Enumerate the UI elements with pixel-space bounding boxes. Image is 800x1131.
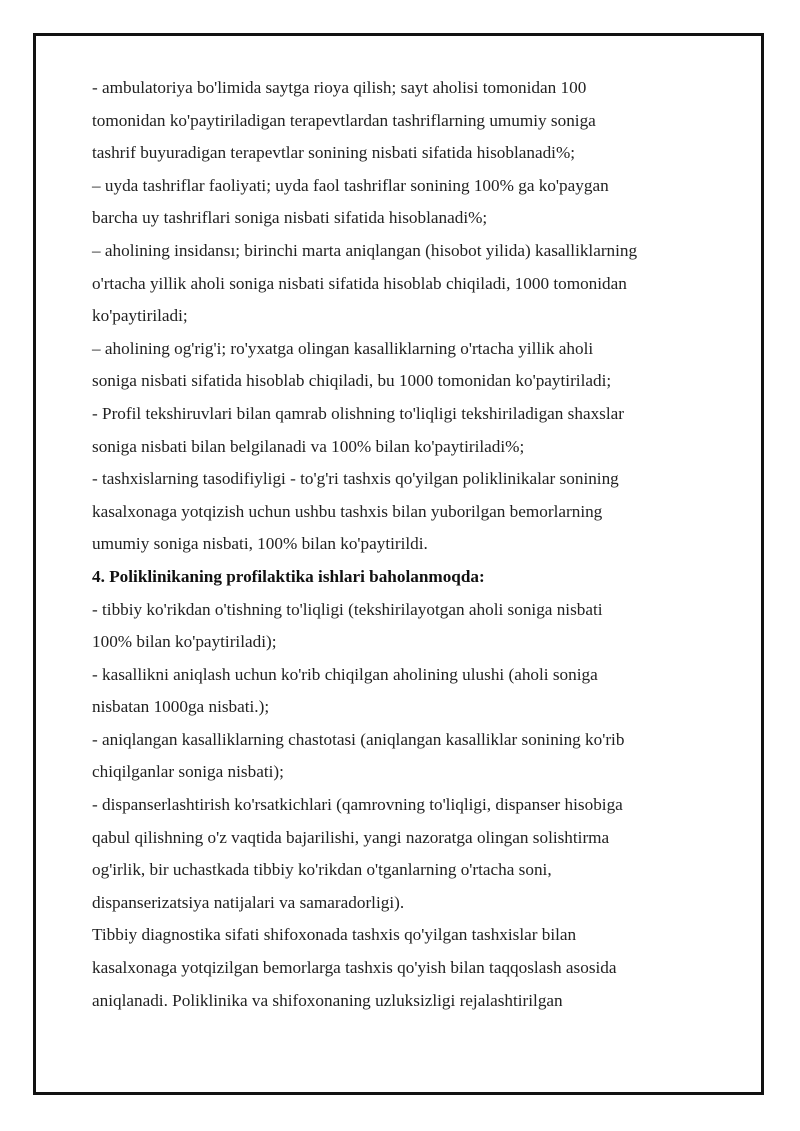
text-line: chiqilganlar soniga nisbati); bbox=[92, 762, 284, 782]
text-line: aniqlanadi. Poliklinika va shifoxonaning uzluksizligi rejalashtirilgan bbox=[92, 990, 563, 1010]
text-line: – uyda tashriflar faoliyati; uyda faol tashriflar sonining 100% ga ko'paygan bbox=[92, 175, 609, 195]
text-line: barcha uy tashriflari soniga nisbati sifatida hisoblanadi%; bbox=[92, 208, 488, 228]
text-line: - tibbiy ko'rikdan o'tishning to'liqligi (tekshirilayotgan aholi soniga nisbati bbox=[92, 599, 603, 619]
text-line: - Profil tekshiruvlari bilan qamrab olishning to'liqligi tekshiriladigan shaxslar bbox=[92, 403, 624, 423]
text-line: og'irlik, bir uchastkada tibbiy ko'rikdan o'tganlarning o'rtacha soni, bbox=[92, 860, 552, 880]
text-line: nisbatan 1000ga nisbati.); bbox=[92, 697, 270, 717]
text-line: - kasallikni aniqlash uchun ko'rib chiqilgan aholining ulushi (aholi soniga bbox=[92, 664, 598, 684]
text-line: – aholining og'rig'i; ro'yxatga olingan kasalliklarning o'rtacha yillik aholi bbox=[92, 338, 594, 358]
text-line: dispanserizatsiya natijalari va samaradorligi). bbox=[92, 892, 405, 912]
text-line: - ambulatoriya bo'limida saytga rioya qilish; sayt aholisi tomonidan 100 bbox=[92, 78, 587, 97]
text-line: - tashxislarning tasodifiyligi - to'g'ri tashxis qo'yilgan poliklinikalar sonining bbox=[92, 469, 619, 489]
text-line: umumiy soniga nisbati, 100% bilan ko'paytirildi. bbox=[92, 534, 428, 554]
section-heading: 4. Poliklinikaning profilaktika ishlari baholanmoqda: bbox=[92, 566, 485, 586]
text-line: 100% bilan ko'paytiriladi); bbox=[92, 632, 277, 652]
text-line: qabul qilishning o'z vaqtida bajarilishi, yangi nazoratga olingan solishtirma bbox=[92, 827, 610, 847]
document-body bbox=[92, 72, 697, 1017]
text-line: Tibbiy diagnostika sifati shifoxonada tashxis qo'yilgan tashxislar bilan bbox=[92, 925, 577, 945]
text-line: soniga nisbati bilan belgilanadi va 100% bilan ko'paytiriladi%; bbox=[92, 436, 525, 456]
text-line: tomonidan ko'paytiriladigan terapevtlardan tashriflarning umumiy soniga bbox=[92, 110, 596, 130]
text-line: kasalxonaga yotqizish uchun ushbu tashxis bilan yuborilgan bemorlarning bbox=[92, 501, 603, 521]
text-line: soniga nisbati sifatida hisoblab chiqiladi, bu 1000 tomonidan ko'paytiriladi; bbox=[92, 371, 612, 391]
text-line: – aholining insidansı; birinchi marta aniqlangan (hisobot yilida) kasalliklarning bbox=[92, 240, 638, 260]
text-line: o'rtacha yillik aholi soniga nisbati sifatida hisoblab chiqiladi, 1000 tomonidan bbox=[92, 273, 627, 293]
text-line: tashrif buyuradigan terapevtlar sonining nisbati sifatida hisoblanadi%; bbox=[92, 143, 576, 163]
text-line: - aniqlangan kasalliklarning chastotasi (aniqlangan kasalliklar sonining ko'rib bbox=[92, 729, 625, 749]
text-line: ko'paytiriladi; bbox=[92, 306, 188, 326]
text-line: kasalxonaga yotqizilgan bemorlarga tashxis qo'yish bilan taqqoslash asosida bbox=[92, 958, 617, 978]
text-line: - dispanserlashtirish ko'rsatkichlari (qamrovning to'liqligi, dispanser hisobiga bbox=[92, 795, 623, 815]
